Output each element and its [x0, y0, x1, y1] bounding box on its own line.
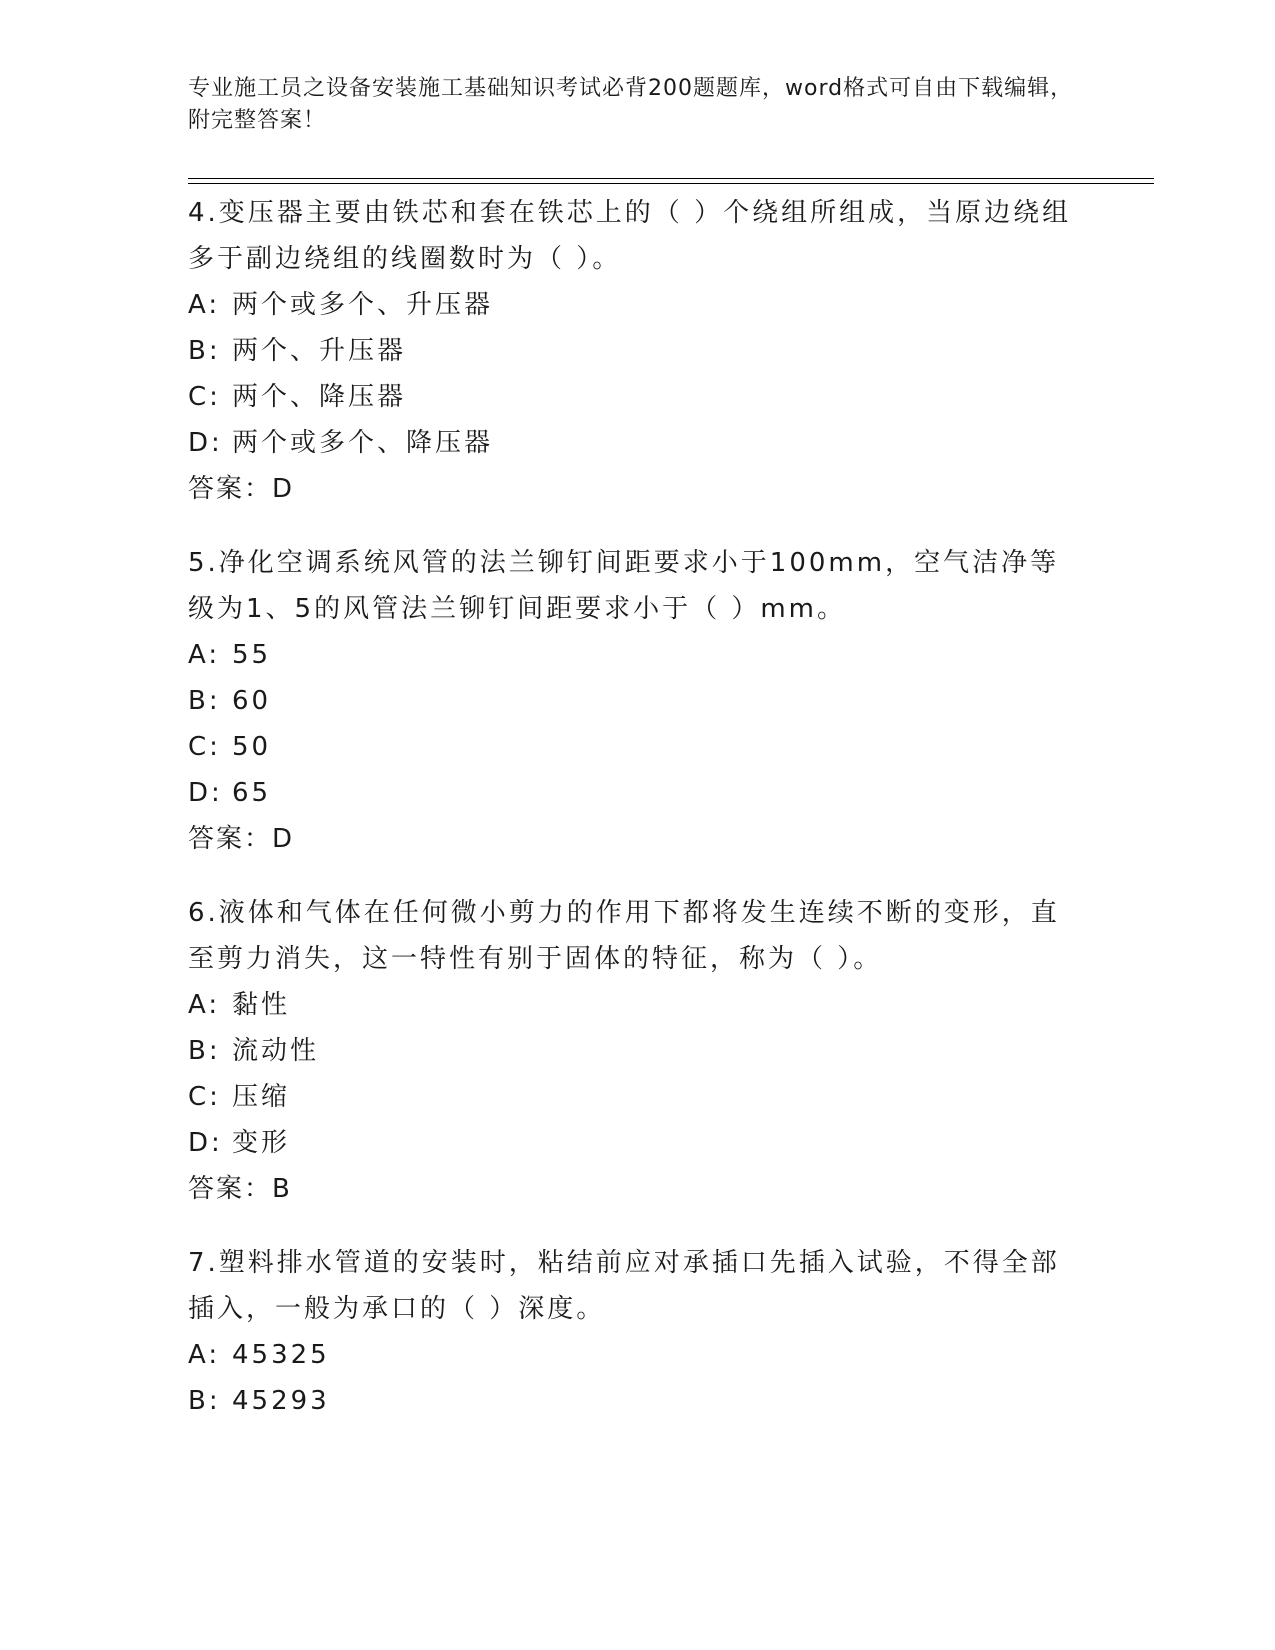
option-letter: A: — [188, 640, 221, 670]
option-text: 60 — [232, 686, 272, 716]
question-list — [188, 190, 1088, 1452]
option-c — [188, 374, 1088, 420]
answer-line: 答案：D — [188, 474, 295, 504]
option-b — [188, 1028, 1088, 1074]
option-b — [188, 328, 1088, 374]
option-c — [188, 724, 1088, 770]
option-letter: B: — [188, 1386, 221, 1416]
option-text: 45325 — [232, 1340, 330, 1370]
option-b — [188, 1378, 1088, 1424]
header-title: 专业施工员之设备安装施工基础知识考试必背200题题库，word格式可自由下载编辑，附完整答案！ — [188, 76, 1074, 133]
question-stem: 5.净化空调系统风管的法兰铆钉间距要求小于100mm，空气洁净等级为1、5的风管法兰铆钉间距要求小于（ ）mm。 — [188, 548, 1060, 624]
question-stem: 4.变压器主要由铁芯和套在铁芯上的（ ）个绕组所组成，当原边绕组多于副边绕组的线圈数时为（ ）。 — [188, 198, 1072, 274]
option-d — [188, 770, 1088, 816]
option-letter: A: — [188, 290, 221, 320]
header-divider-top — [188, 178, 1154, 179]
option-letter: A: — [188, 990, 221, 1020]
option-letter: D: — [188, 428, 223, 458]
answer-line: 答案：B — [188, 1174, 292, 1204]
question-6 — [188, 890, 1088, 1212]
option-text: 65 — [232, 778, 272, 808]
option-d — [188, 420, 1088, 466]
option-letter: B: — [188, 336, 221, 366]
answer-line: 答案：D — [188, 824, 295, 854]
option-text: 55 — [232, 640, 272, 670]
option-text: 两个、降压器 — [232, 382, 407, 412]
option-letter: C: — [188, 1082, 221, 1112]
option-text: 50 — [232, 732, 272, 762]
option-a — [188, 632, 1088, 678]
option-letter: D: — [188, 778, 223, 808]
question-7 — [188, 1240, 1088, 1424]
header-divider-bottom — [188, 183, 1154, 184]
option-text: 两个或多个、降压器 — [232, 428, 494, 458]
option-letter: D: — [188, 1128, 223, 1158]
question-5 — [188, 540, 1088, 862]
question-4 — [188, 190, 1088, 512]
option-text: 两个或多个、升压器 — [232, 290, 494, 320]
option-letter: C: — [188, 732, 221, 762]
option-a — [188, 1332, 1088, 1378]
option-a — [188, 982, 1088, 1028]
option-letter: A: — [188, 1340, 221, 1370]
option-letter: B: — [188, 686, 221, 716]
option-text: 变形 — [232, 1128, 291, 1158]
option-letter: C: — [188, 382, 221, 412]
option-a — [188, 282, 1088, 328]
option-b — [188, 678, 1088, 724]
option-d — [188, 1120, 1088, 1166]
option-letter: B: — [188, 1036, 221, 1066]
option-text: 黏性 — [232, 990, 291, 1020]
option-text: 45293 — [232, 1386, 330, 1416]
option-text: 压缩 — [232, 1082, 291, 1112]
question-stem: 7.塑料排水管道的安装时，粘结前应对承插口先插入试验，不得全部插入，一般为承口的（ ）深度。 — [188, 1248, 1060, 1324]
document-header — [188, 73, 1088, 137]
option-text: 流动性 — [232, 1036, 320, 1066]
question-stem: 6.液体和气体在任何微小剪力的作用下都将发生连续不断的变形，直至剪力消失，这一特性有别于固体的特征，称为（ ）。 — [188, 898, 1060, 974]
option-text: 两个、升压器 — [232, 336, 407, 366]
option-c — [188, 1074, 1088, 1120]
